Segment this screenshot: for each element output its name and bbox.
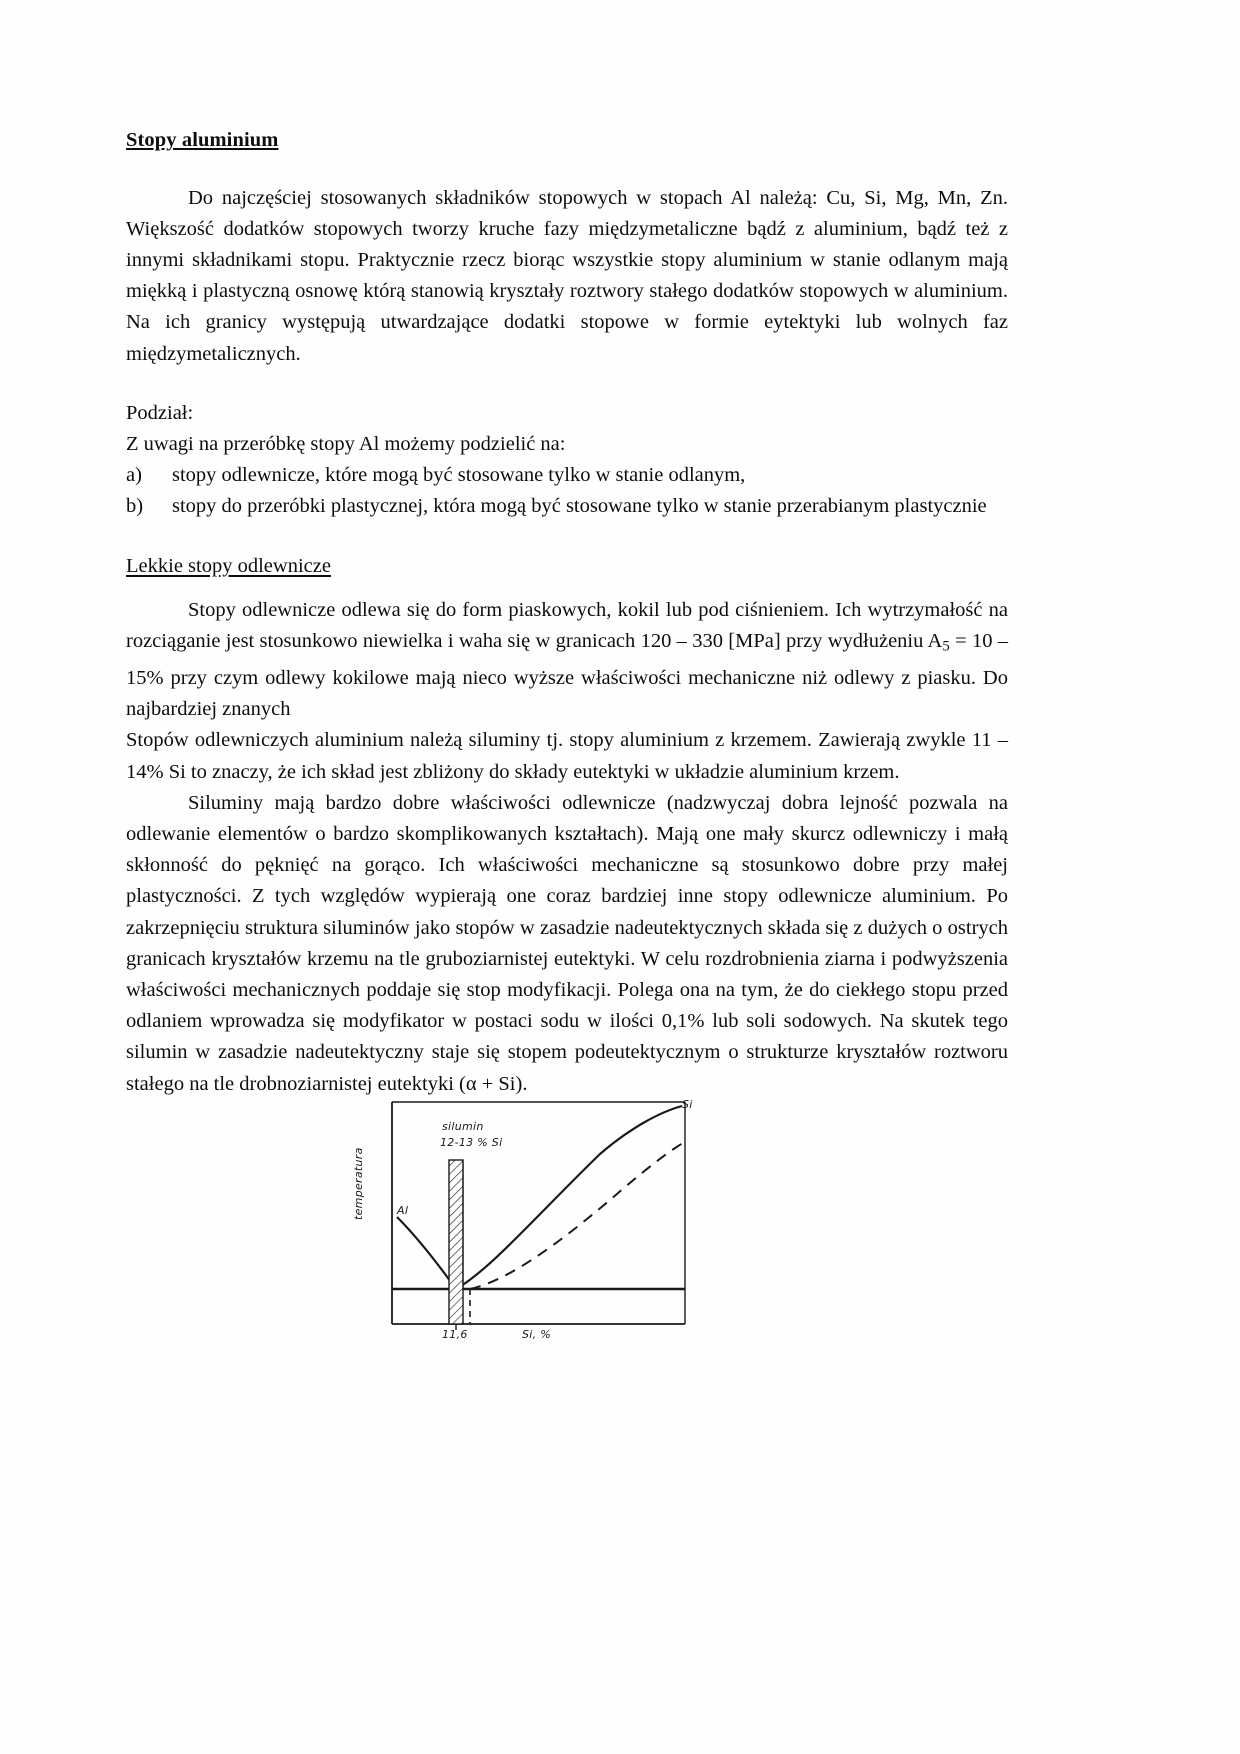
cast-text-a: Stopy odlewnicze odlewa się do form piaskowych, kokil lub pod ciśnieniem. Ich wytrzymałość na rozciąganie jest stosunkowo niewielka i waha się w granicach 120 – 330 [MPa] przy wydłużeniu A	[126, 598, 1008, 653]
solvus-dashed-curve	[470, 1140, 688, 1289]
paragraph-cast-alloys-1	[126, 595, 1008, 726]
section-heading-lekkie-stopy-odlewnicze: Lekkie stopy odlewnicze	[126, 554, 331, 577]
document-body	[126, 128, 1008, 1100]
figure-container	[0, 1084, 1240, 1374]
si-liquidus-curve	[456, 1106, 682, 1289]
figure-label-y-axis: temperatura	[352, 1147, 365, 1220]
silumin-composition-band	[449, 1160, 463, 1324]
podzial-lead: Z uwagi na przeróbkę stopy Al możemy podzielić na:	[126, 433, 566, 456]
figure-label-eutectic-composition: 11,6	[442, 1328, 468, 1341]
figure-label-si: Si	[682, 1098, 693, 1111]
list-item-marker: a)	[126, 464, 142, 487]
podzial-label: Podział:	[126, 401, 194, 424]
spacer	[126, 523, 1008, 551]
list-item-marker: b)	[126, 495, 144, 518]
paragraph-intro: Do najczęściej stosowanych składników stopowych w stopach Al należą: Cu, Si, Mg, Mn, Zn. Większość dodatków stopowych tworzy kruche fazy międzymetaliczne bądź z aluminium, bądź też z innymi składnikami stopu. Praktycznie rzecz biorąc wszystkie stopy aluminium w stanie odlanym mają miękką i plastyczną osnowę którą stanowią kryształy roztwory stałego dodatków stopowych w aluminium. Na ich granicy występują utwardzające dodatki stopowe w formie eytektyki lub wolnych faz międzymetalicznych.	[126, 186, 1008, 365]
division-list	[126, 460, 1008, 522]
elongation-subscript: 5	[942, 638, 950, 655]
spacer	[126, 370, 1008, 398]
figure-label-silumin: silumin	[442, 1120, 484, 1133]
list-item	[126, 491, 1008, 522]
list-item-label: stopy do przeróbki plastycznej, która mogą być stosowane tylko w stanie przerabianym plastycznie	[172, 495, 987, 518]
figure-label-x-axis: Si, %	[522, 1328, 551, 1341]
paragraph-siluminy: Siluminy mają bardzo dobre właściwości odlewnicze (nadzwyczaj dobra lejność pozwala na odlewanie elementów o bardzo skomplikowanych kształtach). Mają one mały skurcz odlewniczy i małą skłonność do pęknięć na gorąco. Ich właściwości mechaniczne są stosunkowo dobre przy małej plastyczności. Z tych względów wypierają one coraz bardziej inne stopy odlewnicze aluminium. Po zakrzepnięciu struktura siluminów jako stopów w zasadzie nadeutektycznych składa się z dużych o ostrych granicach kryształów krzemu na tle gruboziarnistej eutektyki. W celu rozdrobnienia ziarna i podwyższenia właściwości mechanicznych poddaje się stop modyfikacji. Polega ona na tym, że do ciekłego stopu przed odlaniem wprowadza się modyfikator w postaci sodu w ilości 0,1% lub soli sodowych. Na skutek tego silumin w zasadzie nadeutektyczny staje się stopem podeutektycznym o strukturze kryształów roztworu stałego na tle drobnoziarnistej eutektyki (α + Si).	[126, 791, 1008, 1095]
cast-text-b: = 10 – 15% przy czym odlewy kokilowe mają nieco wyższe właściwości mechaniczne niż odlewy z piasku. Do najbardziej znanych	[126, 630, 1009, 721]
paragraph-cast-alloys-2: Stopów odlewniczych aluminium należą siluminy tj. stopy aluminium z krzemem. Zawierają zwykle 11 – 14% Si to znaczy, że ich skład jest zbliżony do składy eutektyki w układzie aluminium krzem.	[126, 729, 1008, 783]
list-item-label: stopy odlewnicze, które mogą być stosowane tylko w stanie odlanym,	[172, 464, 746, 487]
figure-label-al: Al	[397, 1204, 409, 1217]
list-item	[126, 460, 1008, 491]
phase-diagram-svg	[370, 1092, 705, 1350]
page-title: Stopy aluminium	[126, 129, 279, 151]
al-liquidus-curve	[397, 1217, 456, 1289]
spacer	[126, 582, 1008, 595]
al-si-phase-diagram	[352, 1092, 705, 1350]
figure-label-silumin-composition: 12-13 % Si	[440, 1136, 503, 1149]
